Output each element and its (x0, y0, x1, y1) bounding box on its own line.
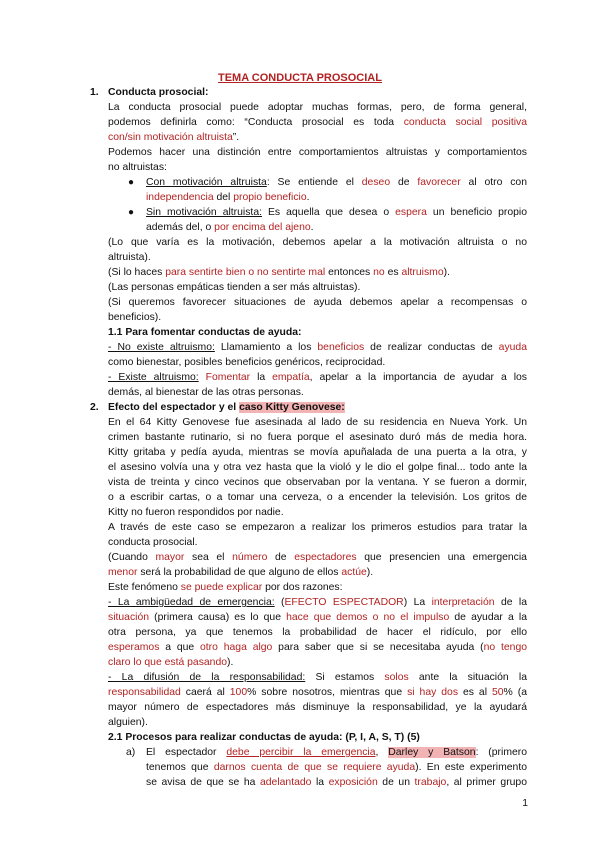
study-para-line1: A través de este caso se empezaron a realizar los primeros estudios para tratar la (108, 522, 527, 533)
s1-para1-line2: podemos definirla como: “Conducta prosocial es toda conducta social positiva (108, 117, 527, 128)
section-2-heading: Efecto del espectador y el caso Kitty Genovese: (108, 402, 345, 413)
ambiguity-line5: claro lo que está pasando). (108, 657, 234, 668)
diffusion-line4: alguien). (108, 717, 148, 728)
process-a-line3: se avisa de que se ha adelantado la exposición de un trabajo, al primer grupo (146, 777, 527, 788)
page-number: 1 (522, 798, 528, 809)
bullet-2-line1: Sin motivación altruista: Es aquella que desea o espera un beneficio propio (146, 207, 527, 218)
s1-para3-line1: (Lo que varía es la motivación, debemos apelar a la motivación altruista o no (108, 237, 527, 248)
kitty-para-line7: Kitty no fueron respondidos por nadie. (108, 507, 284, 518)
s1-para1-line3: con/sin motivación altruista”. (108, 132, 240, 143)
section-1-heading: Conducta prosocial: (108, 87, 209, 98)
kitty-para-line5: vista de treinta y cinco vecinos que observaban por la ventana. Y se fueron a dormir, (108, 477, 527, 488)
s1-para4: (Si lo haces para sentirte bien o no sentirte mal entonces no es altruismo). (108, 267, 450, 278)
ambiguity-line4: esperamos a que otro haga algo para saber que si se necesitaba ayuda (no tengo (108, 642, 527, 653)
kitty-para-line3: Kitty gritaba y pedía ayuda, mientras se movía apuñalada de una puerta a la otra, y (108, 447, 527, 458)
s1-para2-line1: Podemos hacer una distinción entre comportamientos altruistas y comportamientos (108, 147, 527, 158)
subsection-2-1-heading: 2.1 Procesos para realizar conductas de ayuda: (P, I, A, S, T) (5) (108, 732, 420, 743)
kitty-para-line1: En el 64 Kitty Genovese fue asesinada al lado de su residencia en Nueva York. Un (108, 417, 527, 428)
bullet-1-line2: independencia del propio beneficio. (146, 192, 310, 203)
phenomenon-line: Este fenómeno se puede explicar por dos razones: (108, 582, 343, 593)
diffusion-line2: responsabilidad caerá al 100% sobre nosotros, mientras que si hay dos es al 50% (a (108, 687, 527, 698)
s1-para5: (Las personas empáticas tienden a ser más altruistas). (108, 282, 361, 293)
bystander-para-line1: (Cuando mayor sea el número de espectadores que presencien una emergencia (108, 552, 527, 563)
section-2-number: 2. (90, 402, 99, 413)
bystander-para-line2: menor será la probabilidad de que alguno de ellos actúe). (108, 567, 374, 578)
s1-para3-line2: altruista). (108, 252, 151, 263)
ambiguity-line2: situación (primera causa) es lo que hace que demos o no el impulso de ayudar a la (108, 612, 527, 623)
s1-para6-line2: beneficios). (108, 312, 162, 323)
s1-altruism-line1: - Existe altruismo: Fomentar la empatía, apelar a la importancia de ayudar a los (108, 372, 527, 383)
study-para-line2: conducta prosocial. (108, 537, 198, 548)
s1-para2-line2: no altruistas: (108, 162, 167, 173)
bullet-dot-icon: ● (128, 177, 135, 188)
kitty-para-line6: o a escribir cartas, o a tomar una cerveza, o a encender la televisión. Los gritos de (108, 492, 527, 503)
kitty-para-line4: el asesino volvía una y otra vez hasta que la violó y le dio el golpe final... todo ante la (108, 462, 527, 473)
s1-para1-line1: La conducta prosocial puede adoptar muchas formas, pero, de forma general, (108, 102, 527, 113)
diffusion-line1: - La difusión de la responsabilidad: Si estamos solos ante la situación la (108, 672, 527, 683)
page-title: TEMA CONDUCTA PROSOCIAL (218, 72, 382, 84)
process-a-line2: tenemos que darnos cuenta de que se requiere ayuda). En este experimento (146, 762, 527, 773)
ambiguity-line3: otra persona, ya que tenemos la probabilidad de hacer el ridículo, por ello (108, 627, 527, 638)
bullet-1-line1: Con motivación altruista: Se entiende el deseo de favorecer al otro con (146, 177, 527, 188)
bullet-2-line2: además del, o por encima del ajeno. (146, 222, 314, 233)
process-a-line1: El espectador debe percibir la emergencia, Darley y Batson: (primero (146, 747, 527, 758)
kitty-para-line2: crimen bastante rutinario, si no fuera porque el asesinato duró más de media hora. (108, 432, 527, 443)
ambiguity-line1: - La ambigüedad de emergencia: (EFECTO ESPECTADOR) La interpretación de la (108, 597, 528, 608)
s1-no-altruism-line2: como bienestar, posibles beneficios genéricos, reciprocidad. (108, 357, 386, 368)
s1-altruism-line2: demás, al bienestar de las otras personas. (108, 387, 304, 398)
bullet-dot-icon: ● (128, 207, 135, 218)
section-1-number: 1. (90, 87, 99, 98)
diffusion-line3: mayor número de espectadores más disminuye la responsabilidad, ye la ayudará (108, 702, 527, 713)
list-marker-a: a) (126, 747, 136, 758)
subsection-1-1-heading: 1.1 Para fomentar conductas de ayuda: (108, 327, 302, 338)
s1-no-altruism-line1: - No existe altruismo: Llamamiento a los beneficios de realizar conductas de ayuda (108, 342, 527, 353)
s1-para6-line1: (Si queremos favorecer situaciones de ayuda debemos apelar a recompensas o (108, 297, 527, 308)
